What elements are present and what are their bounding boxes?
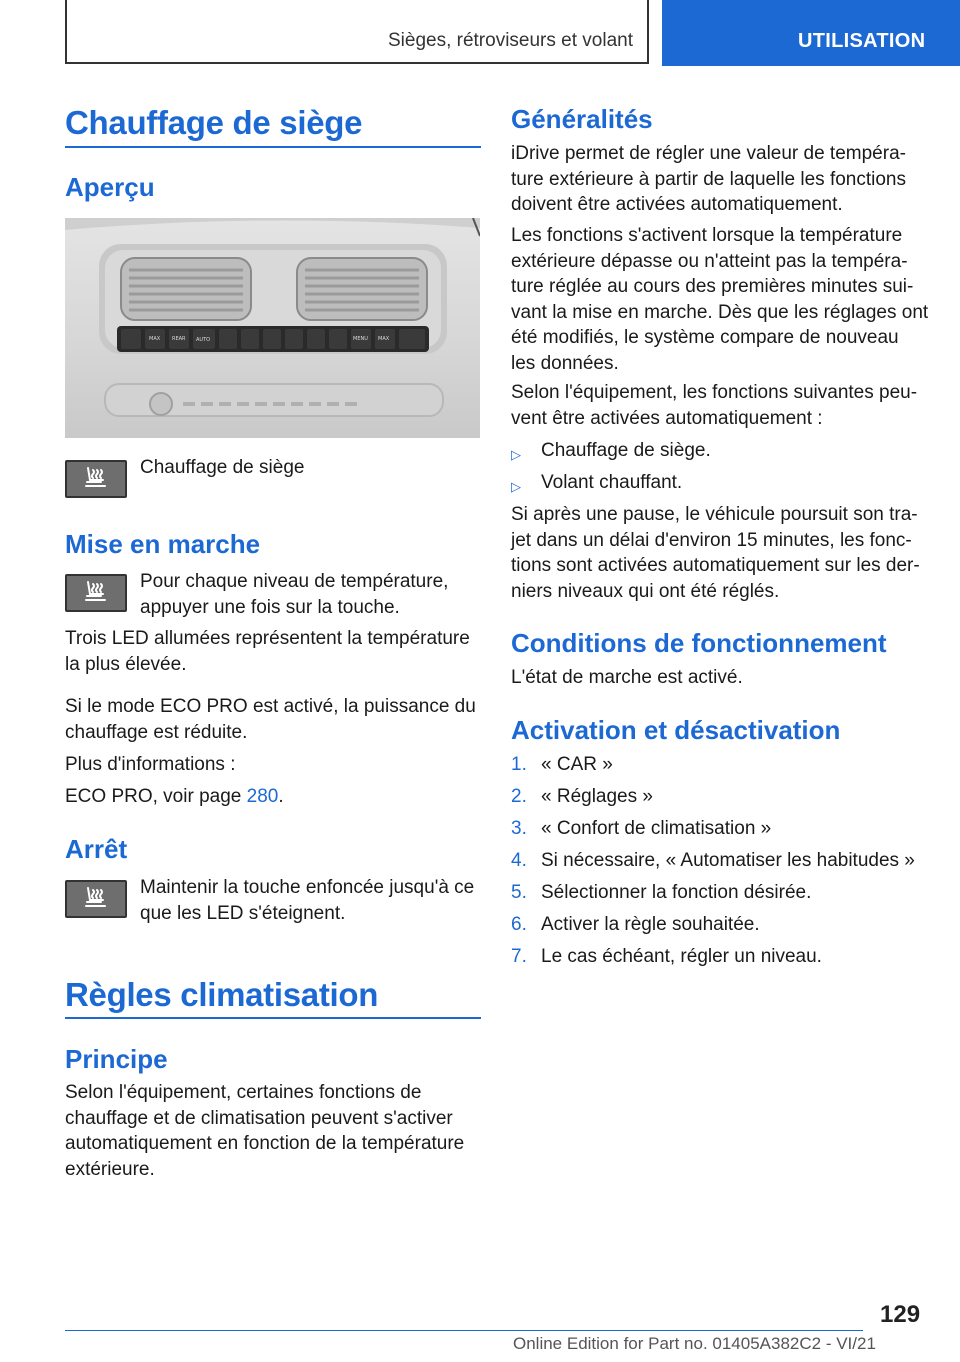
text-line: Maintenir la touche enfoncée jusqu'à ce	[140, 877, 475, 898]
switch-on-icon-text	[140, 569, 480, 620]
page-header	[0, 0, 960, 66]
step-text: « Confort de climatisation »	[541, 818, 772, 839]
photo-button-label-max-2: MAX	[378, 336, 390, 342]
step-number: 1.	[511, 754, 527, 775]
seat-heating-icon	[81, 580, 111, 606]
list-item	[511, 816, 931, 848]
heading-overview: Aperçu	[65, 172, 155, 202]
footer-edition: Online Edition for Part no. 01405A382C2 - VI/21	[513, 1334, 876, 1353]
text-line: jet dans un délai d'environ 15 minutes, les fonc-	[511, 529, 912, 551]
triangle-right-icon: ▷	[511, 479, 521, 494]
switch-on-paragraph-2	[65, 694, 481, 745]
text-line: Si après une pause, le véhicule poursuit son tra-	[511, 504, 918, 525]
more-info-label: Plus d'informations :	[65, 754, 236, 775]
list-item	[511, 912, 931, 944]
step-text: « CAR »	[541, 754, 613, 775]
icon-caption: Chauffage de siège	[140, 457, 305, 478]
page-number: 129	[880, 1301, 921, 1328]
heading-principle: Principe	[65, 1044, 168, 1074]
list-item	[511, 470, 931, 496]
step-number: 5.	[511, 882, 527, 903]
heading-climate-rules: Règles climatisation	[65, 976, 379, 1013]
switch-on-paragraph-1	[65, 626, 481, 677]
principle-paragraph	[65, 1080, 481, 1182]
text-line: la plus élevée.	[65, 653, 187, 675]
conditions-paragraph: L'état de marche est activé.	[511, 667, 743, 688]
heading-general: Généralités	[511, 104, 653, 134]
step-text: Sélectionner la fonction désirée.	[541, 882, 812, 903]
general-paragraph-4	[511, 502, 931, 604]
heading-activation: Activation et désactivation	[511, 715, 841, 745]
text-line: doivent être activées automatiquement.	[511, 194, 843, 215]
seat-heating-icon-box-2	[65, 574, 127, 612]
step-number: 3.	[511, 818, 527, 839]
text-line: vant la mise en marche. Dès que les réglages ont	[511, 301, 929, 323]
footer-rule	[65, 1330, 863, 1331]
text-line: que les LED s'éteignent.	[140, 902, 346, 924]
heading-switch-off: Arrêt	[65, 834, 128, 864]
text-line: extérieure dépasse ou n'atteint pas la tempéra-	[511, 250, 908, 272]
text-line: été modifiés, le système compare de nouveau	[511, 327, 899, 348]
photo-button-label-auto: AUTO	[196, 337, 211, 343]
step-number: 7.	[511, 946, 527, 967]
seat-heating-icon-box	[65, 460, 127, 498]
eco-pro-reference-suffix: .	[278, 786, 284, 807]
text-line: les données.	[511, 352, 619, 374]
step-text: « Réglages »	[541, 786, 653, 807]
header-chapter-tab	[662, 0, 960, 66]
triangle-right-icon: ▷	[511, 447, 521, 462]
list-item-text: Volant chauffant.	[541, 472, 683, 493]
dashboard-photo	[65, 218, 480, 438]
general-paragraph-3	[511, 380, 931, 431]
heading-seat-heating: Chauffage de siège	[65, 104, 363, 141]
text-line: chauffage est réduite.	[65, 721, 248, 743]
list-item-text: Chauffage de siège.	[541, 440, 711, 461]
general-paragraph-1	[511, 141, 931, 218]
list-item	[511, 880, 931, 912]
list-item	[511, 752, 931, 784]
eco-pro-page-link[interactable]: 280	[246, 786, 279, 807]
step-number: 2.	[511, 786, 527, 807]
header-chapter-label: UTILISATION	[798, 30, 926, 52]
text-line: Si le mode ECO PRO est activé, la puissance du	[65, 696, 476, 717]
switch-off-icon-text	[140, 875, 480, 926]
step-number: 4.	[511, 850, 527, 871]
text-line: Selon l'équipement, certaines fonctions de	[65, 1082, 422, 1103]
text-line: tions sont activées automatiquement sur les der-	[511, 555, 920, 576]
photo-button-label-max: MAX	[149, 336, 161, 342]
text-line: Les fonctions s'activent lorsque la température	[511, 225, 903, 246]
seat-heating-icon-box-3	[65, 880, 127, 918]
list-item	[511, 784, 931, 816]
header-section-title: Sièges, rétroviseurs et volant	[387, 30, 633, 51]
step-text: Si nécessaire, « Automatiser les habitudes »	[541, 850, 915, 871]
text-line: extérieure.	[65, 1158, 155, 1180]
text-line: ture réglée au cours des premières minutes sui-	[511, 276, 914, 297]
text-line: vent être activées automatiquement :	[511, 407, 823, 429]
text-line: ture extérieure à partir de laquelle les fonctions	[511, 168, 907, 190]
seat-heating-icon	[81, 886, 111, 912]
text-line: appuyer une fois sur la touche.	[140, 596, 400, 618]
header-section-box	[65, 0, 649, 64]
heading-conditions: Conditions de fonctionnement	[511, 628, 887, 658]
text-line: Trois LED allumées représentent la température	[65, 628, 470, 649]
step-number: 6.	[511, 914, 527, 935]
seat-heating-icon	[81, 466, 111, 492]
text-line: Pour chaque niveau de température,	[140, 571, 449, 592]
dashboard-photo-drawing	[65, 218, 480, 438]
text-line: Selon l'équipement, les fonctions suivantes peu-	[511, 382, 918, 403]
step-text: Activer la règle souhaitée.	[541, 914, 760, 935]
text-line: iDrive permet de régler une valeur de tempéra-	[511, 143, 906, 164]
step-text: Le cas échéant, régler un niveau.	[541, 946, 822, 967]
text-line: niers niveaux qui ont été réglés.	[511, 580, 780, 602]
list-item	[511, 438, 931, 464]
text-line: chauffage et de climatisation peuvent s'activer	[65, 1107, 453, 1129]
list-item	[511, 944, 931, 976]
eco-pro-reference	[65, 784, 284, 810]
heading-rule	[65, 1017, 481, 1019]
heading-rule	[65, 146, 481, 148]
photo-button-label-rear: REAR	[172, 336, 186, 342]
eco-pro-reference-text: ECO PRO, voir page	[65, 786, 247, 807]
activation-steps-list	[511, 752, 931, 976]
heading-switch-on: Mise en marche	[65, 529, 261, 559]
photo-button-label-menu: MENU	[353, 336, 368, 342]
list-item	[511, 848, 931, 880]
text-line: automatiquement en fonction de la température	[65, 1133, 465, 1154]
general-paragraph-2	[511, 223, 931, 376]
